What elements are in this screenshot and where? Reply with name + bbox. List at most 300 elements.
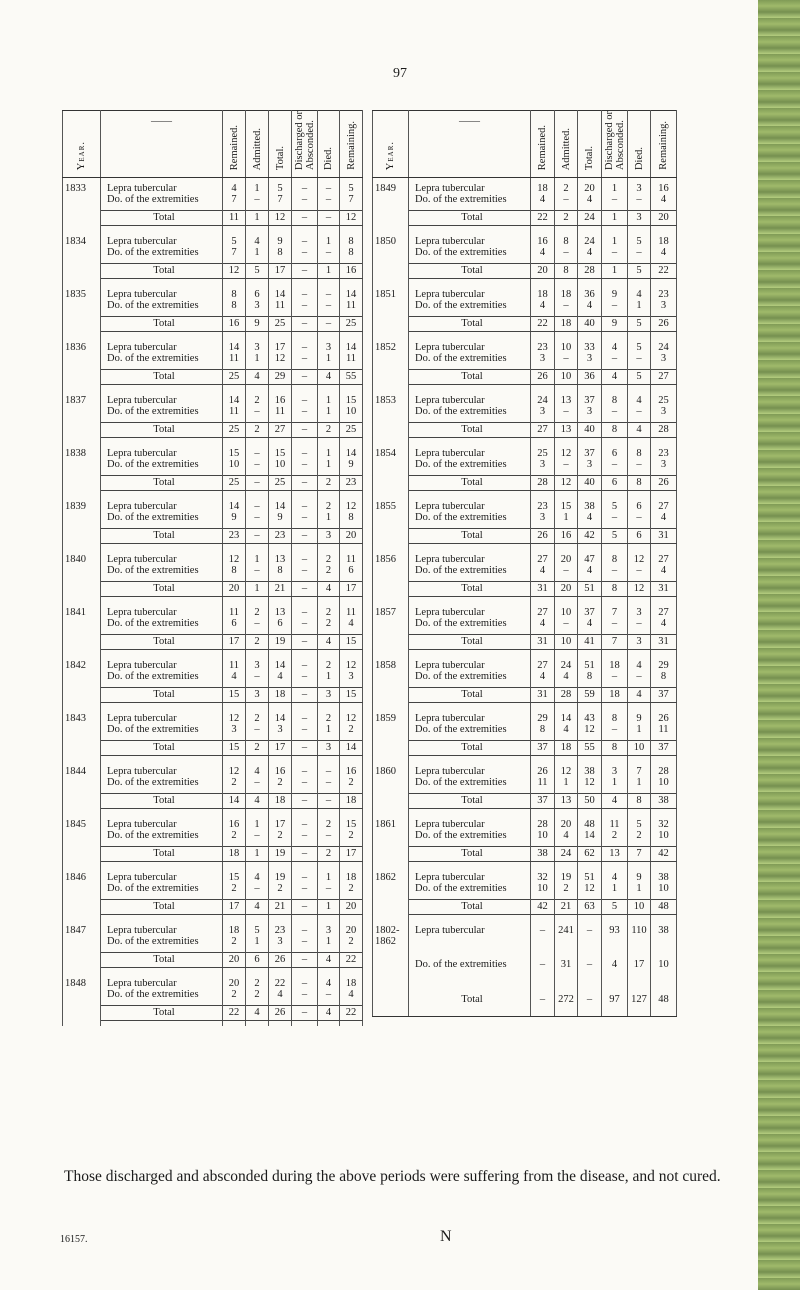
extremities-label: Do. of the extremities [409, 883, 531, 894]
extremities-admitted: 4 [555, 671, 578, 682]
total-remaining: 15 [340, 688, 363, 703]
total-died: 4 [318, 635, 340, 650]
total-discharged: – [292, 953, 318, 968]
extremities-remaining: 10 [651, 777, 677, 788]
summary-extremities-label: Do. of the extremities [409, 959, 531, 970]
total-label: Total [409, 635, 531, 650]
header-remaining: Remaining. [658, 121, 669, 170]
extremities-label: Do. of the extremities [101, 724, 223, 735]
total-label: Total [101, 688, 223, 703]
extremities-total: 2 [269, 830, 292, 841]
year-cell [373, 211, 409, 226]
total-admitted: 10 [555, 370, 578, 385]
table-row [63, 607, 363, 618]
table-row [63, 1021, 363, 1027]
year-cell: 1840 [63, 554, 101, 565]
tubercular-total: 13 [269, 554, 292, 565]
extremities-remained: 2 [223, 936, 246, 947]
total-discharged: 1 [602, 211, 628, 226]
spacer-cell [602, 970, 628, 982]
table-row [63, 183, 363, 194]
tubercular-remained: 5 [223, 236, 246, 247]
tubercular-died: 1 [318, 448, 340, 459]
tubercular-label: Lepra tubercular [101, 289, 223, 300]
tubercular-remained: 12 [223, 766, 246, 777]
total-admitted: 6 [246, 953, 269, 968]
table-row [63, 794, 363, 809]
table-row [63, 501, 363, 512]
tubercular-label: Lepra tubercular [409, 448, 531, 459]
year-cell [373, 353, 409, 364]
spacer-cell [531, 982, 555, 994]
tubercular-admitted: 8 [555, 236, 578, 247]
total-remained: 15 [223, 688, 246, 703]
spacer-cell [373, 982, 409, 994]
table-row [63, 635, 363, 650]
table-row [373, 236, 677, 247]
table-row [63, 900, 363, 915]
summary-tubercular-label: Lepra tubercular [409, 925, 531, 947]
extremities-discharged: – [602, 406, 628, 417]
tubercular-remaining: 38 [651, 872, 677, 883]
total-total: 59 [578, 688, 602, 703]
year-cell [63, 512, 101, 523]
total-discharged: 13 [602, 847, 628, 862]
table-row [373, 607, 677, 618]
extremities-discharged: – [602, 247, 628, 258]
tubercular-admitted: – [246, 501, 269, 512]
tubercular-remaining: 15 [340, 819, 363, 830]
tubercular-discharged: 4 [602, 342, 628, 353]
total-remaining: 28 [651, 423, 677, 438]
year-cell [63, 794, 101, 809]
tubercular-remaining: 16 [340, 766, 363, 777]
signature-letter: N [440, 1228, 452, 1245]
table-row [373, 847, 677, 862]
year-cell [63, 582, 101, 597]
extremities-remained: 2 [223, 777, 246, 788]
tubercular-died: – [318, 289, 340, 300]
tubercular-total: 16 [269, 766, 292, 777]
tubercular-admitted: 10 [555, 342, 578, 353]
table-row [63, 766, 363, 777]
total-remaining: 27 [651, 370, 677, 385]
total-remaining: 17 [340, 847, 363, 862]
table-row [373, 183, 677, 194]
summary-tubercular-discharged: 93 [602, 925, 628, 947]
extremities-label: Do. of the extremities [101, 830, 223, 841]
total-label: Total [101, 582, 223, 597]
total-total: 40 [578, 423, 602, 438]
spacer-cell [578, 982, 602, 994]
table-row [63, 317, 363, 332]
extremities-admitted: – [246, 406, 269, 417]
total-total: 40 [578, 317, 602, 332]
tubercular-total: 17 [269, 819, 292, 830]
year-cell [373, 317, 409, 332]
table-row [63, 1006, 363, 1021]
tubercular-died: 7 [628, 766, 651, 777]
tubercular-admitted: 3 [246, 342, 269, 353]
extremities-remaining: 10 [651, 883, 677, 894]
tubercular-remained: 27 [531, 660, 555, 671]
year-cell [373, 370, 409, 385]
tubercular-admitted: 2 [246, 607, 269, 618]
total-discharged: – [292, 794, 318, 809]
extremities-remaining: 3 [651, 406, 677, 417]
page-edge-binding [758, 0, 800, 1290]
year-cell [373, 618, 409, 629]
tubercular-died: 5 [628, 342, 651, 353]
year-cell: 1802- 1862 [373, 925, 409, 947]
extremities-label: Do. of the extremities [101, 353, 223, 364]
left-table-body [63, 178, 363, 1027]
table-row [373, 883, 677, 894]
extremities-total: 8 [578, 671, 602, 682]
spacer-cell [628, 982, 651, 994]
spacer-cell [246, 1021, 269, 1027]
total-label: Total [409, 423, 531, 438]
total-label: Total [409, 476, 531, 491]
extremities-label: Do. of the extremities [409, 618, 531, 629]
total-remaining: 31 [651, 529, 677, 544]
total-remained: 17 [223, 900, 246, 915]
total-remaining: 37 [651, 741, 677, 756]
total-discharged: – [292, 529, 318, 544]
tubercular-admitted: 4 [246, 766, 269, 777]
extremities-admitted: 4 [555, 724, 578, 735]
extremities-total: 3 [578, 406, 602, 417]
year-cell [373, 830, 409, 841]
table-row [63, 582, 363, 597]
total-total: 21 [269, 582, 292, 597]
extremities-remaining: 11 [340, 300, 363, 311]
table-row [63, 724, 363, 735]
year-cell [63, 264, 101, 279]
table-row [63, 194, 363, 205]
tubercular-label: Lepra tubercular [409, 713, 531, 724]
extremities-remaining: 4 [651, 618, 677, 629]
year-cell: 1860 [373, 766, 409, 777]
extremities-remaining: 2 [340, 883, 363, 894]
tubercular-label: Lepra tubercular [409, 236, 531, 247]
year-cell: 1856 [373, 554, 409, 565]
tubercular-label: Lepra tubercular [409, 660, 531, 671]
extremities-discharged: – [292, 883, 318, 894]
summary-total-discharged: 97 [602, 994, 628, 1017]
year-cell: 1861 [373, 819, 409, 830]
extremities-discharged: – [292, 618, 318, 629]
year-cell: 1862 [373, 872, 409, 883]
extremities-label: Do. of the extremities [101, 300, 223, 311]
tubercular-died: 3 [318, 342, 340, 353]
tubercular-admitted: 1 [246, 554, 269, 565]
extremities-remained: 11 [223, 406, 246, 417]
table-row [373, 959, 677, 970]
table-row [373, 671, 677, 682]
total-remaining: 22 [651, 264, 677, 279]
table-row [63, 529, 363, 544]
extremities-died: 2 [318, 565, 340, 576]
header-died: Died. [323, 146, 334, 170]
total-label: Total [409, 794, 531, 809]
table-row [373, 713, 677, 724]
extremities-remained: 4 [531, 618, 555, 629]
extremities-died: 1 [318, 724, 340, 735]
year-cell: 1844 [63, 766, 101, 777]
total-discharged: 8 [602, 423, 628, 438]
extremities-label: Do. of the extremities [409, 194, 531, 205]
year-cell: 1852 [373, 342, 409, 353]
table-row [63, 247, 363, 258]
year-cell [373, 994, 409, 1017]
summary-extremities-discharged: 4 [602, 959, 628, 970]
total-admitted: 2 [246, 741, 269, 756]
tubercular-died: 9 [628, 872, 651, 883]
total-total: 36 [578, 370, 602, 385]
total-remained: 22 [223, 1006, 246, 1021]
total-label: Total [101, 953, 223, 968]
extremities-died: – [318, 194, 340, 205]
total-remaining: 37 [651, 688, 677, 703]
summary-total-remaining: 48 [651, 994, 677, 1017]
extremities-remained: 4 [531, 247, 555, 258]
spacer-cell [409, 947, 531, 959]
extremities-remaining: 2 [340, 724, 363, 735]
table-row [373, 982, 677, 994]
extremities-died: – [628, 459, 651, 470]
extremities-remaining: 3 [340, 671, 363, 682]
year-cell [63, 777, 101, 788]
tubercular-label: Lepra tubercular [101, 183, 223, 194]
extremities-discharged: 1 [602, 883, 628, 894]
extremities-died: – [628, 194, 651, 205]
total-died: 2 [318, 476, 340, 491]
year-cell [63, 565, 101, 576]
table-row [373, 406, 677, 417]
tubercular-admitted: 24 [555, 660, 578, 671]
extremities-died: 2 [628, 830, 651, 841]
table-row [63, 448, 363, 459]
extremities-admitted: – [246, 512, 269, 523]
extremities-total: 3 [578, 459, 602, 470]
total-total: 25 [269, 476, 292, 491]
year-cell [63, 883, 101, 894]
extremities-died: 1 [318, 936, 340, 947]
summary-extremities-total: – [578, 959, 602, 970]
tubercular-total: 47 [578, 554, 602, 565]
total-remained: 17 [223, 635, 246, 650]
year-cell [373, 406, 409, 417]
extremities-remained: 2 [223, 883, 246, 894]
year-cell [373, 741, 409, 756]
year-cell [373, 300, 409, 311]
tubercular-remaining: 5 [340, 183, 363, 194]
total-died: 4 [628, 423, 651, 438]
extremities-total: 4 [578, 565, 602, 576]
extremities-total: 4 [269, 989, 292, 1000]
tubercular-died: 6 [628, 501, 651, 512]
extremities-remaining: 8 [651, 671, 677, 682]
extremities-remaining: 10 [340, 406, 363, 417]
extremities-admitted: – [246, 618, 269, 629]
tubercular-remaining: 25 [651, 395, 677, 406]
tubercular-remained: 20 [223, 978, 246, 989]
tubercular-total: 48 [578, 819, 602, 830]
tubercular-discharged: – [292, 342, 318, 353]
extremities-total: 10 [269, 459, 292, 470]
extremities-discharged: – [292, 936, 318, 947]
table-row [373, 777, 677, 788]
total-remained: 25 [223, 423, 246, 438]
year-cell [63, 936, 101, 947]
total-died: 12 [628, 582, 651, 597]
tubercular-admitted: 19 [555, 872, 578, 883]
year-cell [63, 211, 101, 226]
table-row [63, 741, 363, 756]
table-row [373, 830, 677, 841]
tubercular-admitted: 2 [555, 183, 578, 194]
extremities-remained: 2 [223, 830, 246, 841]
extremities-label: Do. of the extremities [101, 618, 223, 629]
extremities-label: Do. of the extremities [101, 565, 223, 576]
extremities-admitted: 1 [555, 777, 578, 788]
extremities-died: – [628, 565, 651, 576]
table-row [63, 289, 363, 300]
tubercular-died: 1 [318, 395, 340, 406]
table-row [373, 353, 677, 364]
tubercular-label: Lepra tubercular [409, 607, 531, 618]
tubercular-discharged: – [292, 925, 318, 936]
table-row [63, 353, 363, 364]
spacer-cell [269, 1021, 292, 1027]
total-remained: 28 [531, 476, 555, 491]
extremities-total: 12 [269, 353, 292, 364]
total-admitted: 4 [246, 900, 269, 915]
tubercular-total: 14 [269, 289, 292, 300]
tubercular-discharged: – [292, 395, 318, 406]
total-died: 4 [318, 370, 340, 385]
extremities-discharged: – [292, 512, 318, 523]
total-died: 3 [318, 529, 340, 544]
table-left [62, 110, 363, 1026]
extremities-died: – [318, 247, 340, 258]
tubercular-remained: 27 [531, 554, 555, 565]
spacer-cell [409, 970, 531, 982]
tubercular-admitted: 20 [555, 554, 578, 565]
extremities-total: 12 [578, 724, 602, 735]
extremities-label: Do. of the extremities [409, 459, 531, 470]
extremities-remaining: 2 [340, 830, 363, 841]
header-total: Total. [274, 145, 286, 170]
total-admitted: 12 [555, 476, 578, 491]
extremities-discharged: – [292, 830, 318, 841]
extremities-remaining: 11 [340, 353, 363, 364]
year-cell: 1836 [63, 342, 101, 353]
total-discharged: – [292, 211, 318, 226]
tubercular-admitted: 20 [555, 819, 578, 830]
total-discharged: 4 [602, 370, 628, 385]
tubercular-died: 2 [318, 607, 340, 618]
tubercular-remaining: 24 [651, 342, 677, 353]
tubercular-discharged: – [292, 660, 318, 671]
total-died: 1 [318, 264, 340, 279]
table-row [373, 741, 677, 756]
total-discharged: – [292, 582, 318, 597]
year-cell: 1833 [63, 183, 101, 194]
table-row [63, 883, 363, 894]
table-row [373, 660, 677, 671]
table-row [373, 342, 677, 353]
total-discharged: 1 [602, 264, 628, 279]
total-total: 18 [269, 794, 292, 809]
extremities-admitted: 1 [246, 936, 269, 947]
year-cell [63, 741, 101, 756]
summary-extremities-remained: – [531, 959, 555, 970]
total-died: 3 [628, 211, 651, 226]
spacer-cell [373, 947, 409, 959]
tubercular-total: 22 [269, 978, 292, 989]
extremities-died: – [628, 618, 651, 629]
spacer-cell [63, 1021, 101, 1027]
total-remaining: 16 [340, 264, 363, 279]
total-remained: 18 [223, 847, 246, 862]
tubercular-remaining: 29 [651, 660, 677, 671]
total-admitted: 5 [246, 264, 269, 279]
table-row [63, 476, 363, 491]
extremities-remained: 11 [531, 777, 555, 788]
total-died: 4 [318, 1006, 340, 1021]
table-row [63, 618, 363, 629]
extremities-label: Do. of the extremities [101, 777, 223, 788]
table-row [63, 395, 363, 406]
table-row [373, 554, 677, 565]
tubercular-total: 16 [269, 395, 292, 406]
total-remained: 27 [531, 423, 555, 438]
total-discharged: 5 [602, 900, 628, 915]
extremities-admitted: 2 [246, 989, 269, 1000]
tubercular-label: Lepra tubercular [409, 183, 531, 194]
total-discharged: 6 [602, 476, 628, 491]
total-admitted: 20 [555, 582, 578, 597]
year-cell: 1848 [63, 978, 101, 989]
table-row [373, 264, 677, 279]
table-row [373, 194, 677, 205]
year-cell [373, 900, 409, 915]
extremities-admitted: – [246, 194, 269, 205]
year-cell [373, 194, 409, 205]
extremities-discharged: – [602, 671, 628, 682]
tubercular-remaining: 26 [651, 713, 677, 724]
tubercular-discharged: 4 [602, 872, 628, 883]
year-cell [373, 847, 409, 862]
extremities-admitted: 3 [246, 300, 269, 311]
total-died: 10 [628, 900, 651, 915]
tubercular-discharged: 3 [602, 766, 628, 777]
tubercular-died: 5 [628, 236, 651, 247]
total-discharged: – [292, 847, 318, 862]
total-remained: 42 [531, 900, 555, 915]
table-row [373, 395, 677, 406]
extremities-total: 4 [578, 247, 602, 258]
spacer-cell [651, 982, 677, 994]
summary-extremities-died: 17 [628, 959, 651, 970]
table-row [373, 947, 677, 959]
table-row [63, 847, 363, 862]
extremities-remaining: 10 [651, 830, 677, 841]
year-cell [63, 370, 101, 385]
table-row [63, 236, 363, 247]
